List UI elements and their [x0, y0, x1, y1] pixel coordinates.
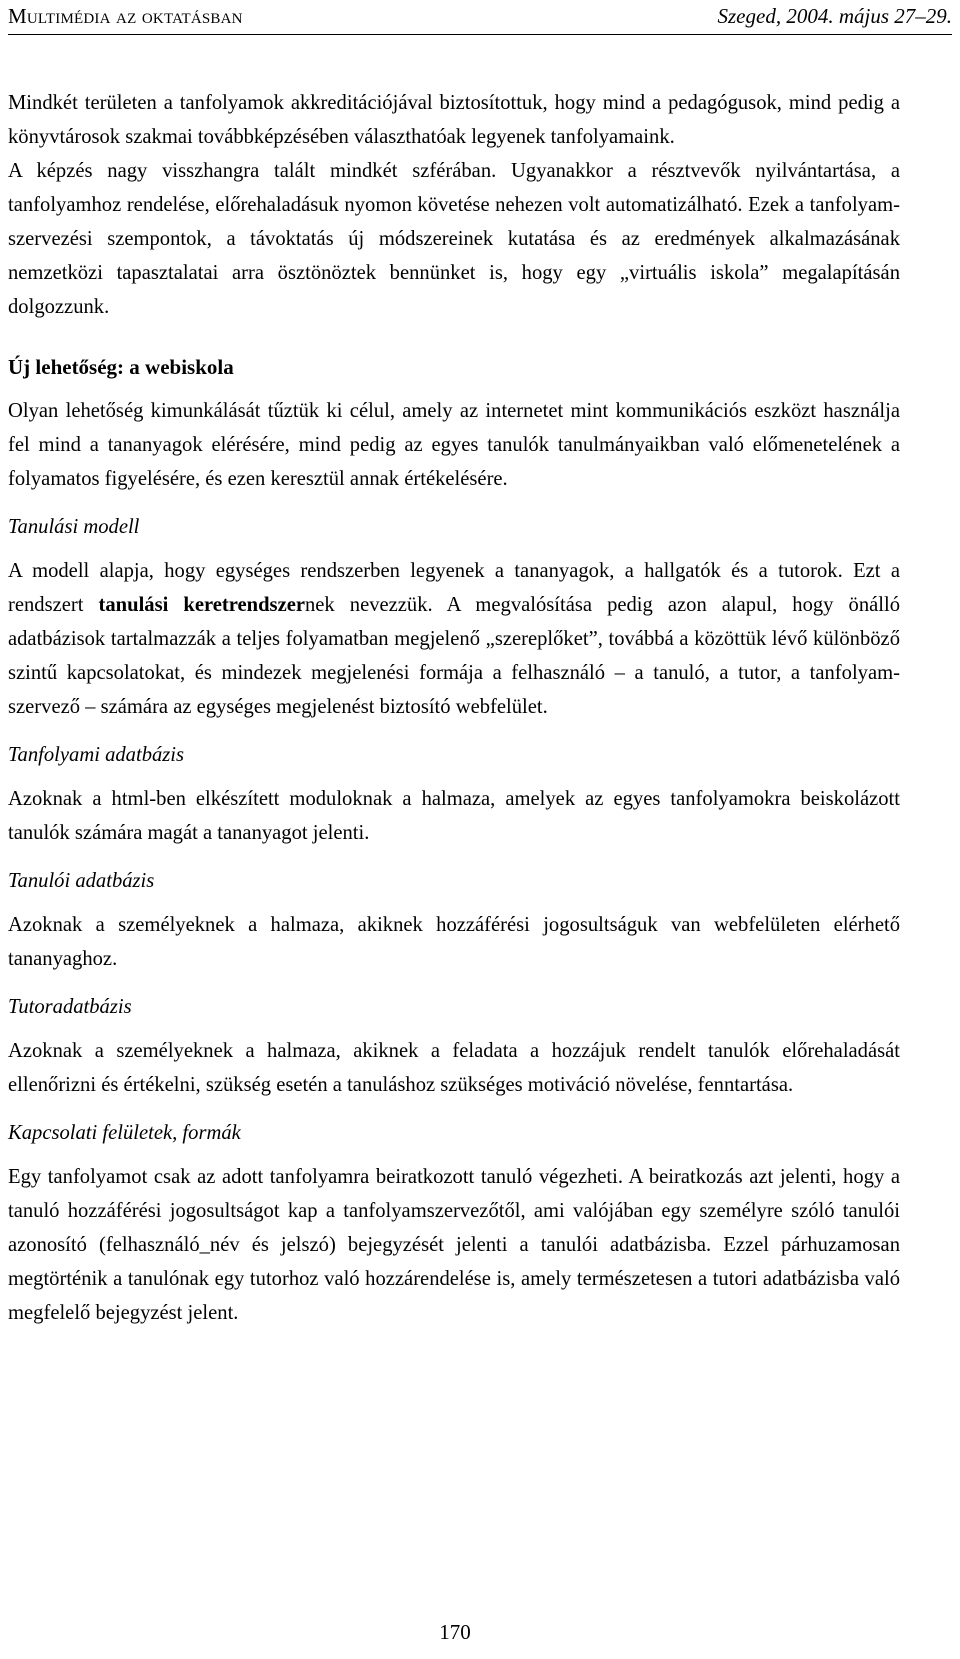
learning-model-text-end: nek nevezzük. A megvalósítása pedig azon alapul, hogy önálló adatbázisok tartalmazzák a teljes folyamatban megjelenő „szereplőket”, továbbá a közöttük lévő különböző szintű kapcsolatokat, és mindezek megjelenési formája a felhasználó – a tanuló, a tutor, a tanfolyamszervező – számára az egységes megjelenést biztosító webfelület. — [8, 594, 901, 718]
tutor-database-paragraph: Azoknak a személyeknek a halmaza, akiknek a feladata a hozzájuk rendelt tanulók előrehaladását ellenőrizni és értékelni, szükség esetén a tanuláshoz szükséges motiváció növelése, fenntartása. — [8, 1040, 900, 1096]
student-database-paragraph: Azoknak a személyeknek a halmaza, akiknek hozzáférési jogosultságuk van webfelületen elérhető tananyaghoz. — [8, 914, 900, 970]
running-header — [8, 0, 952, 35]
subheading-tutor-database: Tutoradatbázis — [8, 996, 132, 1018]
interfaces-paragraph: Egy tanfolyamot csak az adott tanfolyamra beiratkozott tanuló végezheti. A beiratkozás azt jelenti, hogy a tanuló hozzáférési jogosultságot kap a tanfolyamszervezőtől, ami valójában egy személyre szóló tanulói azonosító (felhasználó_név és jelszó) bejegyzését jelenti a tanulói adatbázisba. Ezzel párhuzamosan megtörténik a tanulónak egy tutorhoz való hozzárendelése is, amely természetesen a tutori adatbázisba való megfelelő bejegyzést jelent. — [8, 1166, 900, 1324]
subheading-interfaces: Kapcsolati felületek, formák — [8, 1122, 241, 1144]
header-date: Szeged, 2004. május 27–29. — [717, 4, 952, 28]
learning-model-paragraph — [8, 554, 900, 724]
intro-paragraph-2: A képzés nagy visszhangra talált mindkét szférában. Ugyanakkor a résztvevők nyilvántartása, a tanfolyamhoz rendelése, előrehaladásuk nyomon követése nehezen volt automatizálható. Ezek a tanfolyam-szervezési szempontok, a távoktatás új módszereinek kutatása és az eredmények alkalmazásának nemzetközi tapasztalatai arra ösztönöztek bennünket is, hogy egy „virtuális iskola” megalapításán dolgozzunk. — [8, 160, 900, 318]
section-paragraph: Olyan lehetőség kimunkálását tűztük ki célul, amely az internetet mint kommunikációs eszközt használja fel mind a tananyagok elérésére, mind pedig az egyes tanulók tanulmányaikban való előmenetelének a folyamatos figyelésére, és ezen keresztül annak értékelésére. — [8, 400, 900, 490]
learning-model-bold-term: tanulási keretrendszer — [98, 594, 305, 616]
subheading-student-database: Tanulói adatbázis — [8, 870, 155, 892]
subheading-course-database: Tanfolyami adatbázis — [8, 744, 185, 766]
page-number: 170 — [439, 1620, 471, 1644]
header-title: Multimédia az oktatásban — [8, 4, 243, 28]
subheading-learning-model: Tanulási modell — [8, 516, 140, 538]
intro-paragraph-1: Mindkét területen a tanfolyamok akkreditációjával biztosítottuk, hogy mind a pedagógusok, mind pedig a könyvtárosok szakmai továbbképzésében választhatóak legyenek tanfolyamaink. — [8, 92, 900, 148]
page-body — [8, 86, 900, 1330]
section-heading: Új lehetőség: a webiskola — [8, 355, 234, 379]
course-database-paragraph: Azoknak a html-ben elkészített moduloknak a halmaza, amelyek az egyes tanfolyamokra beiskolázott tanulók számára magát a tananyagot jelenti. — [8, 788, 900, 844]
learning-model-text-start: A modell alapja, hogy egységes rendszerben legyenek a tananyagok, a hallgatók és a tutorok. Ezt a rendszert — [8, 560, 900, 616]
